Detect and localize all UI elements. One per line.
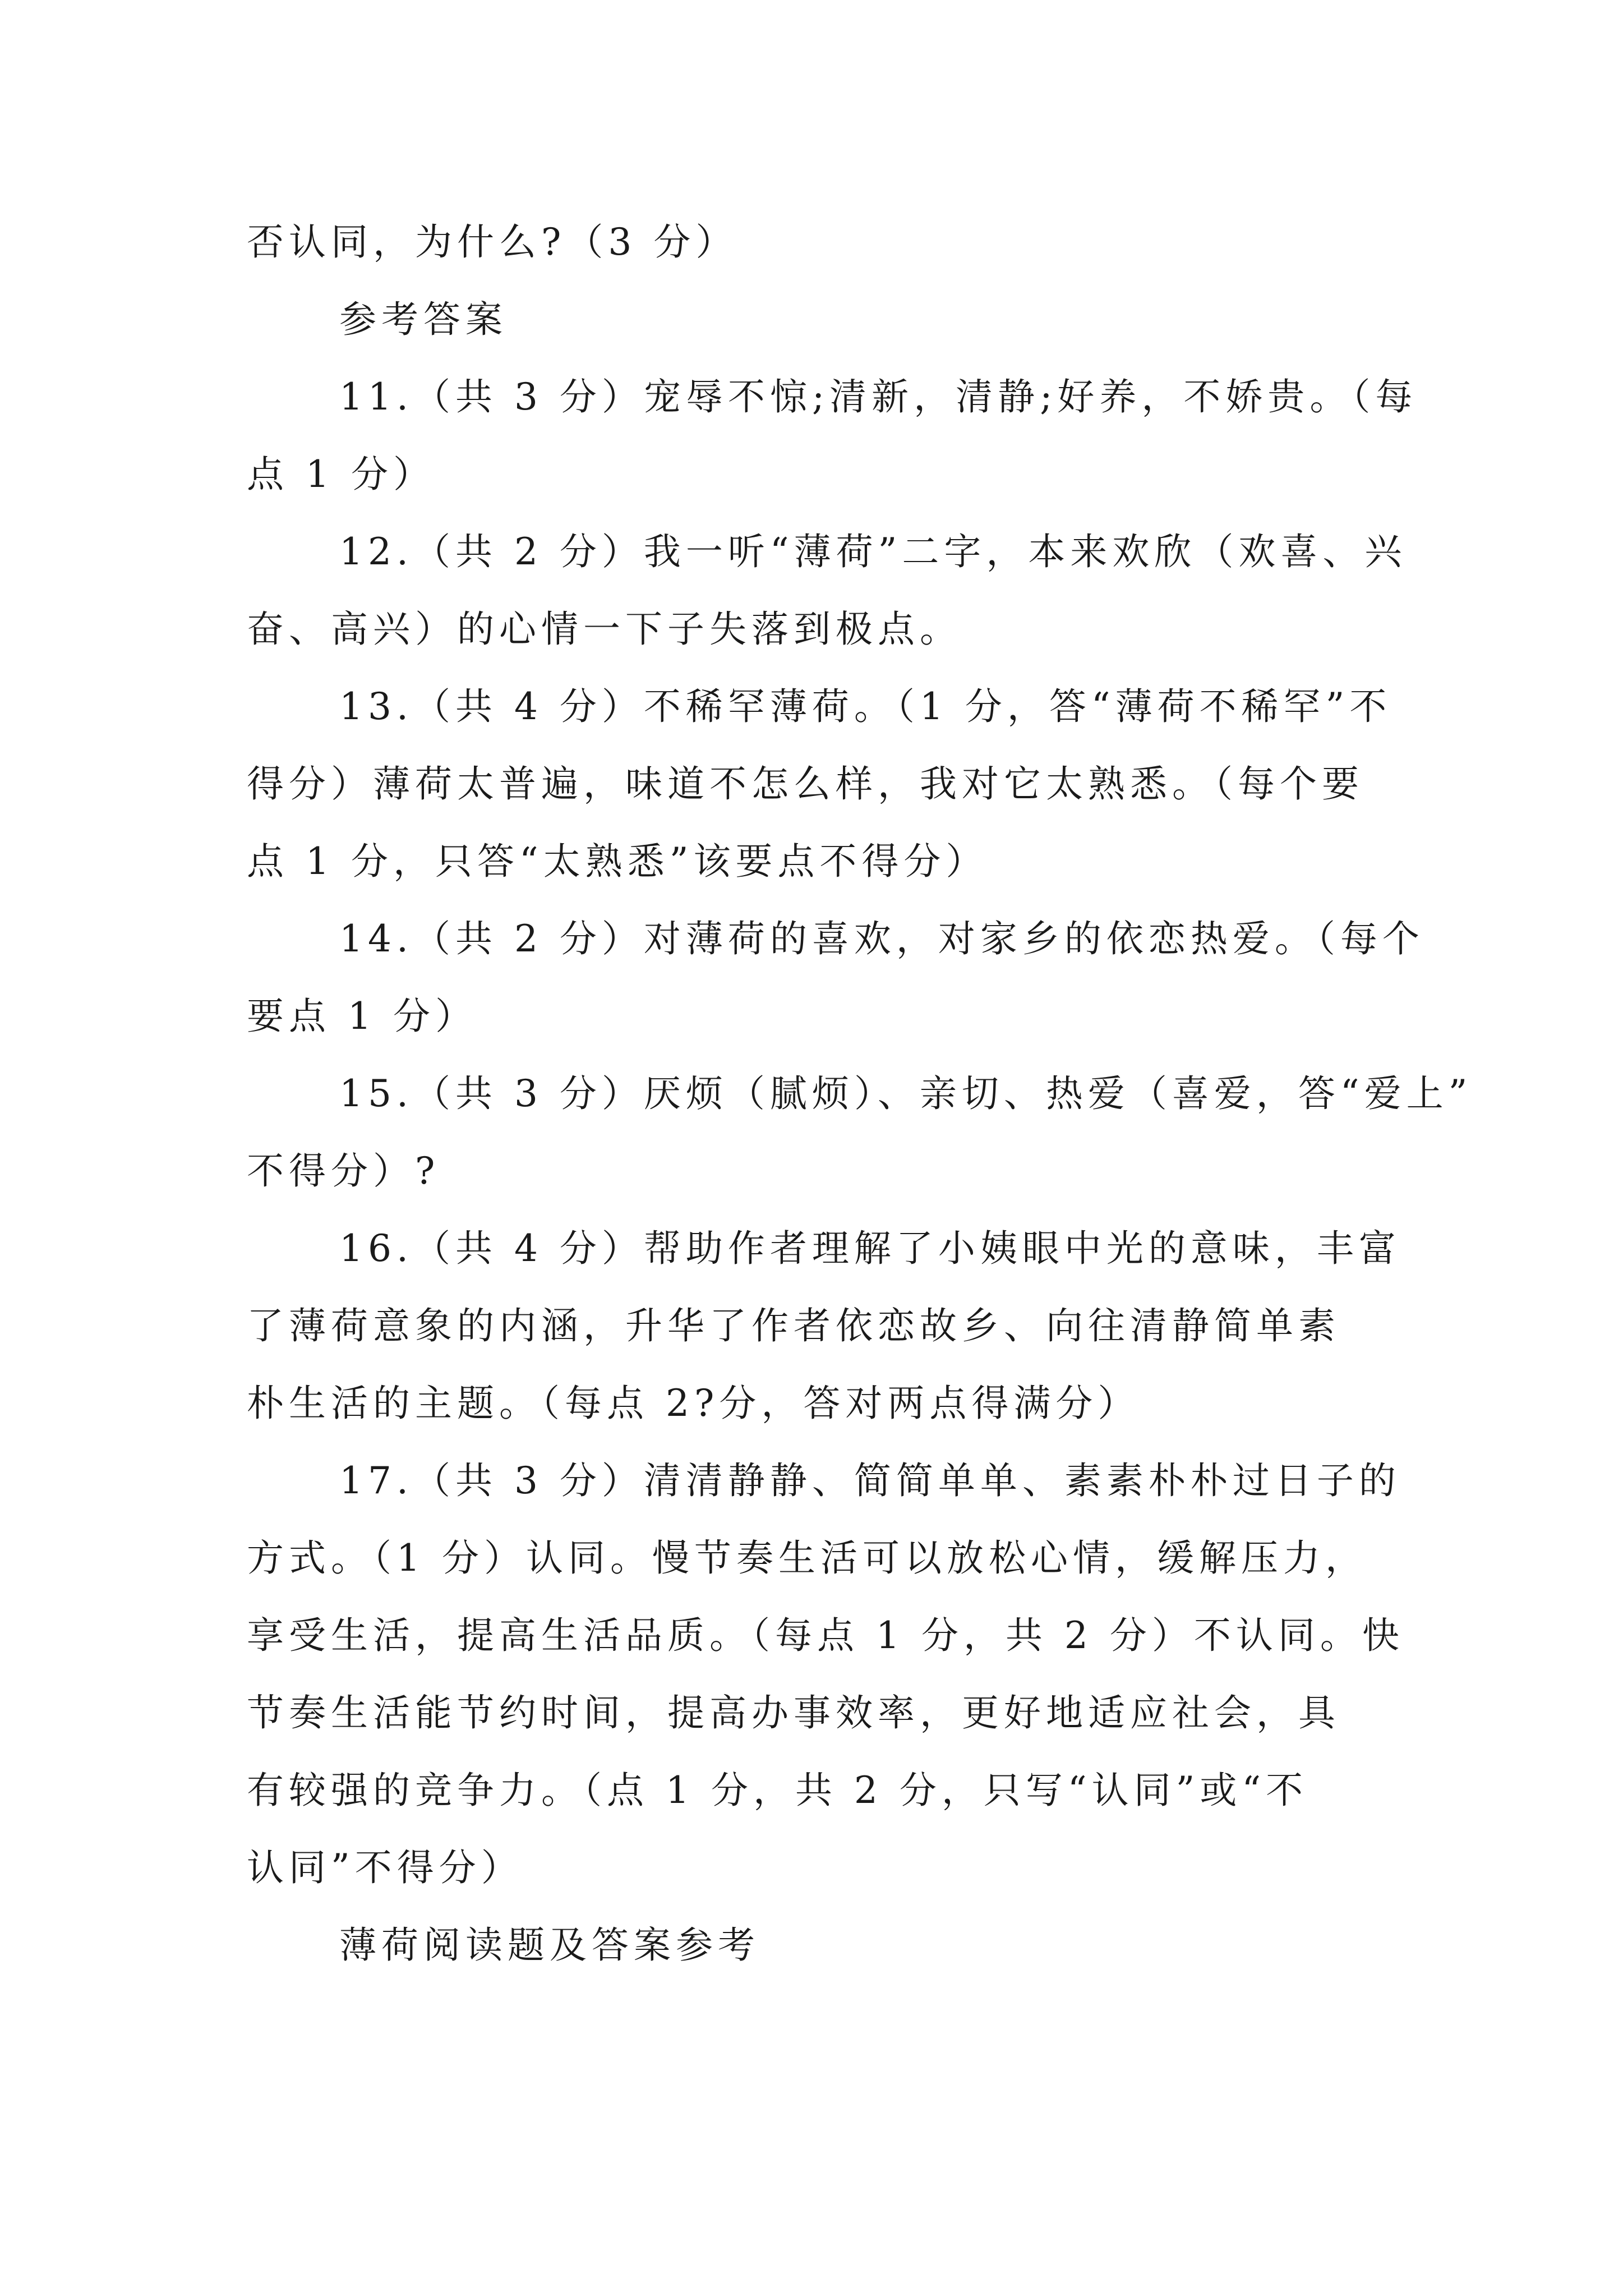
answer-11-line-1: 11.（共 3 分）宠辱不惊;清新，清静;好养，不娇贵。（每	[339, 375, 1418, 418]
answer-11-line-2: 点 1 分）	[247, 453, 435, 496]
answer-17-line-4: 节奏生活能节约时间，提高办事效率，更好地适应社会，具	[247, 1691, 1340, 1734]
answer-17-line-5: 有较强的竞争力。（点 1 分，共 2 分，只写“认同”或“不	[247, 1769, 1308, 1812]
answer-heading: 参考答案	[339, 298, 508, 341]
answer-16-line-3: 朴生活的主题。（每点 2?分，答对两点得满分）	[247, 1382, 1140, 1425]
answer-13-line-1: 13.（共 4 分）不稀罕薄荷。（1 分，答“薄荷不稀罕”不	[339, 685, 1392, 728]
answer-17-line-2: 方式。（1 分）认同。慢节奏生活可以放松心情，缓解压力，	[247, 1536, 1367, 1580]
answer-13-line-3: 点 1 分，只答“太熟悉”该要点不得分）	[247, 840, 988, 883]
answer-14-line-2: 要点 1 分）	[247, 995, 477, 1038]
answer-14-line-1: 14.（共 2 分）对薄荷的喜欢，对家乡的依恋热爱。（每个	[339, 917, 1424, 960]
answer-12-line-2: 奋、高兴）的心情一下子失落到极点。	[247, 608, 962, 651]
answer-15-line-2: 不得分）?	[247, 1149, 440, 1193]
section-title: 薄荷阅读题及答案参考	[339, 1924, 760, 1967]
question-tail-line: 否认同，为什么?（3 分）	[247, 220, 738, 264]
answer-17-line-6: 认同”不得分）	[247, 1846, 523, 1889]
answer-16-line-2: 了薄荷意象的内涵，升华了作者依恋故乡、向往清静简单素	[247, 1304, 1340, 1347]
answer-16-line-1: 16.（共 4 分）帮助作者理解了小姨眼中光的意味，丰富	[339, 1227, 1401, 1270]
answer-13-line-2: 得分）薄荷太普遍，味道不怎么样，我对它太熟悉。（每个要	[247, 762, 1364, 806]
answer-15-line-1: 15.（共 3 分）厌烦（腻烦）、亲切、热爱（喜爱，答“爱上”	[339, 1072, 1473, 1115]
answer-12-line-1: 12.（共 2 分）我一听“薄荷”二字，本来欢欣（欢喜、兴	[339, 530, 1407, 573]
answer-17-line-3: 享受生活，提高生活品质。（每点 1 分，共 2 分）不认同。快	[247, 1614, 1404, 1657]
answer-17-line-1: 17.（共 3 分）清清静静、简简单单、素素朴朴过日子的	[339, 1459, 1401, 1502]
